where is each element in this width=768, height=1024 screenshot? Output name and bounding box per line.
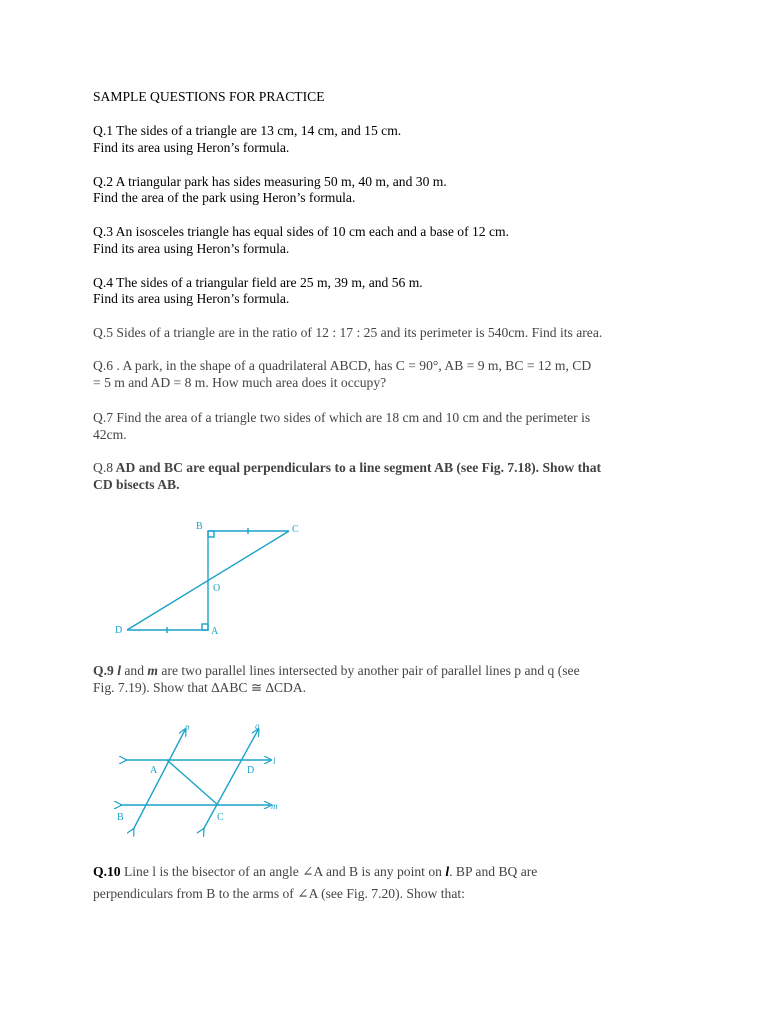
label-b: B xyxy=(196,521,203,532)
label-m: m xyxy=(271,801,278,811)
question-10-text-1: Line l is the bisector of an angle ∠A and B is any point on xyxy=(120,864,446,879)
figure-7-18 xyxy=(105,512,337,642)
question-7-line-2: 42cm. xyxy=(93,427,127,442)
label-d-719: D xyxy=(247,765,255,776)
question-9-m: m xyxy=(147,663,158,678)
question-5-text: Sides of a triangle are in the ratio of 12 : 17 : 25 and its perimeter is 540cm. Find its area. xyxy=(113,325,603,340)
label-d: D xyxy=(115,625,123,636)
question-3-line-1: Q.3 An isosceles triangle has equal sides of 10 cm each and a base of 12 cm. xyxy=(93,224,509,239)
question-6-line-1: Q.6 . A park, in the shape of a quadrilateral ABCD, has C = 90°, AB = 9 m, BC = 12 m, CD xyxy=(93,358,592,373)
figure-7-19 xyxy=(105,718,295,843)
label-l: l xyxy=(273,756,276,766)
question-9-text: are two parallel lines intersected by another pair of parallel lines p and q (see xyxy=(157,663,580,678)
page-heading: SAMPLE QUESTIONS FOR PRACTICE xyxy=(93,89,325,104)
question-9-line-2: Fig. 7.19). Show that ∆ABC ≅ ∆CDA. xyxy=(93,680,307,695)
label-o: O xyxy=(213,583,221,594)
question-1-line-2: Find its area using Heron’s formula. xyxy=(93,140,290,155)
line-q xyxy=(203,730,258,830)
label-a: A xyxy=(211,626,219,637)
line-p xyxy=(133,730,185,830)
question-2-line-2: Find the area of the park using Heron’s formula. xyxy=(93,190,356,205)
question-1-line-1: Q.1 The sides of a triangle are 13 cm, 14 cm, and 15 cm. xyxy=(93,123,402,138)
question-9-line-1 xyxy=(93,662,580,679)
question-4-line-1: Q.4 The sides of a triangular field are 25 m, 39 m, and 56 m. xyxy=(93,275,423,290)
question-8-number: Q.8 xyxy=(93,460,114,475)
question-8-line-2: CD bisects AB. xyxy=(93,477,180,492)
label-b-719: B xyxy=(117,812,124,823)
question-10-line-2: perpendiculars from B to the arms of ∠A (see Fig. 7.20). Show that: xyxy=(93,886,465,901)
label-p: p xyxy=(185,722,190,732)
question-8-text: AD and BC are equal perpendiculars to a line segment AB (see Fig. 7.18). Show that xyxy=(113,460,602,475)
question-3-line-2: Find its area using Heron’s formula. xyxy=(93,241,290,256)
question-2-line-1: Q.2 A triangular park has sides measuring 50 m, 40 m, and 30 m. xyxy=(93,174,447,189)
question-9-number: Q.9 xyxy=(93,663,114,678)
label-a-719: A xyxy=(150,765,158,776)
question-9-and: and xyxy=(120,663,148,678)
label-c-719: C xyxy=(217,812,224,823)
question-9-l: l xyxy=(117,663,121,678)
question-8-line-1 xyxy=(93,459,601,476)
label-q: q xyxy=(255,721,260,731)
label-c: C xyxy=(292,524,299,535)
question-10-line-1 xyxy=(93,863,537,880)
question-5-number: Q.5 xyxy=(93,325,114,340)
segment-ac xyxy=(167,760,218,805)
question-7-line-1: Q.7 Find the area of a triangle two sides of which are 18 cm and 10 cm and the perimeter is xyxy=(93,410,591,425)
question-5 xyxy=(93,324,602,341)
question-6-line-2: = 5 m and AD = 8 m. How much area does it occupy? xyxy=(93,375,387,390)
question-4-line-2: Find its area using Heron’s formula. xyxy=(93,291,290,306)
question-10-number: Q.10 xyxy=(93,864,121,879)
question-10-text-2: . BP and BQ are xyxy=(449,864,538,879)
question-10-l: l xyxy=(445,864,450,879)
